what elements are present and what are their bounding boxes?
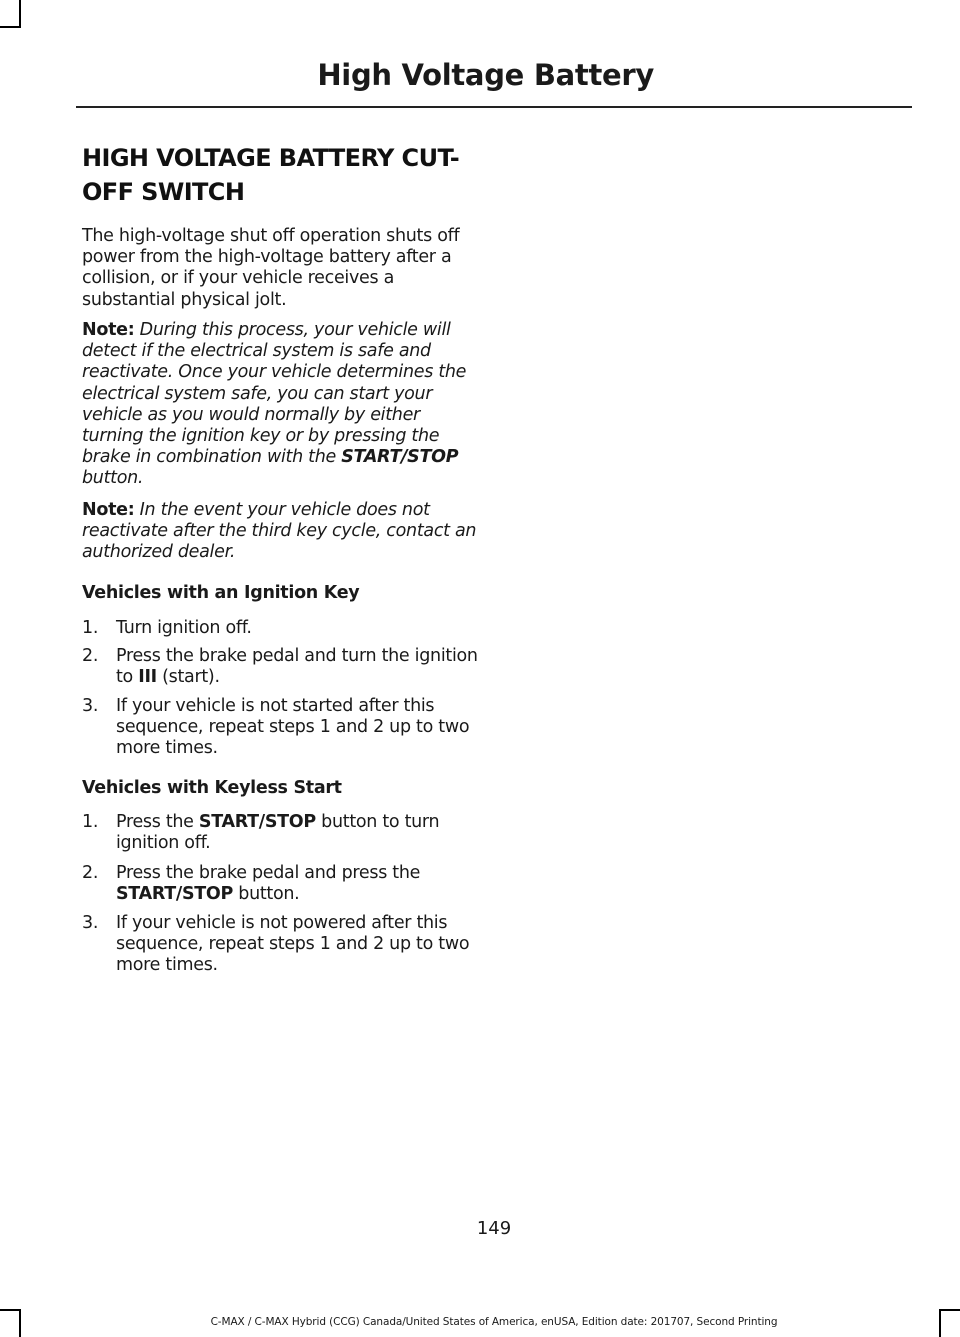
start-stop-bold: START/STOP xyxy=(341,447,459,468)
list-text: Press the brake pedal and turn the ignition to III (start). xyxy=(116,646,478,688)
list-number: 1. xyxy=(82,812,99,832)
list-text: Press the START/STOP button to turn ignition off. xyxy=(116,812,440,854)
section-title-line1: HIGH VOLTAGE BATTERY CUT- xyxy=(82,144,460,172)
list-item xyxy=(82,913,482,977)
note-paragraph-2 xyxy=(82,500,482,564)
list-item xyxy=(82,812,482,854)
list-number: 1. xyxy=(82,618,99,638)
list-text: If your vehicle is not started after this sequence, repeat steps 1 and 2 up to two more times. xyxy=(116,696,470,759)
crop-mark-bottom-right xyxy=(940,1309,960,1311)
subheading-ignition-key: Vehicles with an Ignition Key xyxy=(82,583,360,603)
list-item xyxy=(82,646,482,688)
note-paragraph-1 xyxy=(82,320,482,490)
list-number: 2. xyxy=(82,646,99,666)
list-text: Press the brake pedal and press the START/STOP button. xyxy=(116,863,421,905)
crop-mark-bottom-left xyxy=(0,1309,20,1311)
note-text: In the event your vehicle does not reactivate after the third key cycle, contact an authorized dealer. xyxy=(82,500,477,563)
header-divider xyxy=(76,106,912,108)
section-title-line2: OFF SWITCH xyxy=(82,178,245,206)
note-text: button. xyxy=(82,468,144,489)
list-text: Turn ignition off. xyxy=(116,618,252,638)
page-header-title: High Voltage Battery xyxy=(317,58,654,92)
page-number: 149 xyxy=(476,1218,512,1239)
list-item xyxy=(82,618,482,639)
note-label: Note: xyxy=(82,320,135,340)
list-number: 3. xyxy=(82,913,99,933)
crop-mark-top-left xyxy=(0,26,20,28)
subheading-keyless-start: Vehicles with Keyless Start xyxy=(82,778,342,798)
note-text: During this process, your vehicle will detect if the electrical system is safe and reactivate. Once your vehicle determines the electrical system safe, you can start your vehicle as you would normally by either turning the ignition key or by pressing the brake in combination with the xyxy=(82,320,467,468)
list-number: 2. xyxy=(82,863,99,883)
list-item xyxy=(82,696,482,760)
note-label: Note: xyxy=(82,500,135,520)
list-text: If your vehicle is not powered after this sequence, repeat steps 1 and 2 up to two more times. xyxy=(116,913,470,976)
list-number: 3. xyxy=(82,696,99,716)
list-item xyxy=(82,863,482,905)
footer-edition-info: C-MAX / C-MAX Hybrid (CCG) Canada/United States of America, enUSA, Edition date: 201707, Second Printing xyxy=(210,1316,778,1328)
crop-mark-top-left xyxy=(19,0,21,28)
intro-paragraph: The high-voltage shut off operation shuts off power from the high-voltage battery after a collision, or if your vehicle receives a substantial physical jolt. xyxy=(82,226,460,310)
